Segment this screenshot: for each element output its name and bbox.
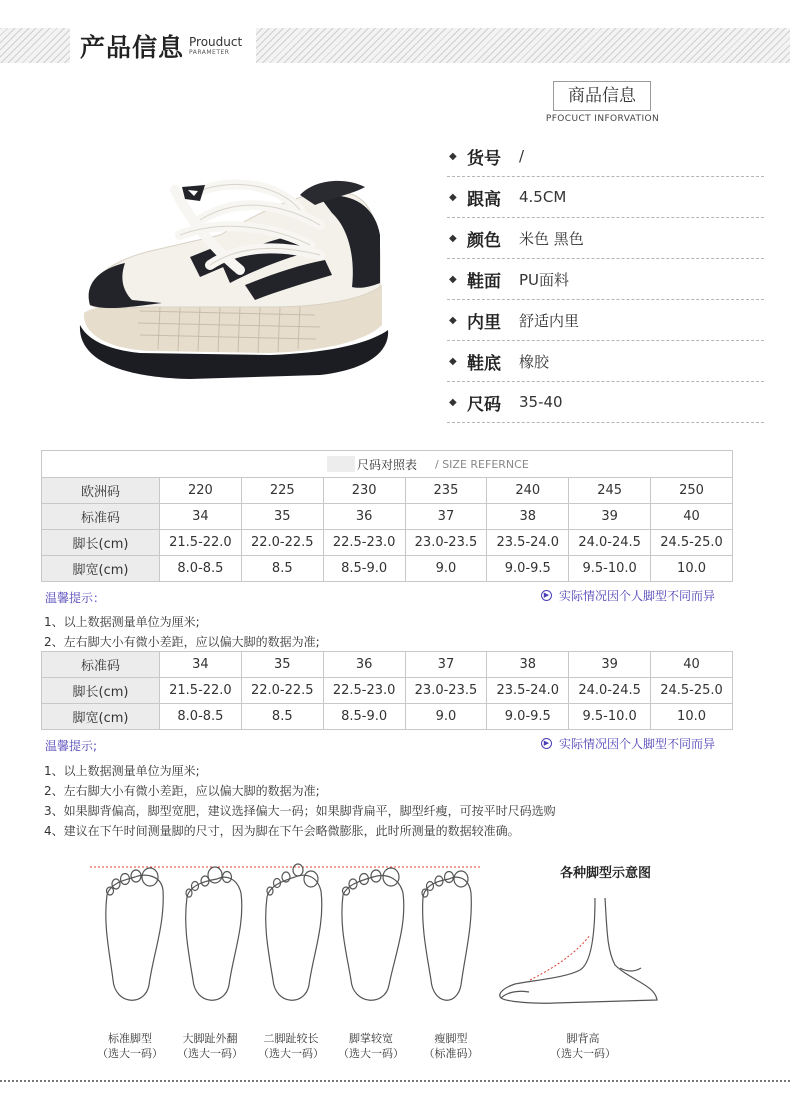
product-info-title: 商品信息 [553,81,651,111]
foot-type-label [170,1031,250,1061]
tips-note [541,735,715,752]
table-cell: 9.0-9.5 [487,704,569,730]
table-cell: 35 [241,504,323,530]
diamond-bullet-icon: ◆ [449,355,457,367]
tips-note-text: 实际情况因个人脚型不同而异 [559,737,716,751]
size-table [41,477,733,582]
foot-type-name: 瘦脚型 [434,1032,468,1045]
table-cell: 35 [241,652,323,678]
info-key: 鞋底 [467,353,501,374]
diamond-bullet-icon: ◆ [449,396,457,408]
table-cell: 9.5-10.0 [569,556,651,582]
size-table-title: 尺码对照表 [327,456,417,473]
row-label: 欧洲码 [42,478,160,504]
tips-line: 1、以上数据测量单位为厘米; [44,764,200,778]
table-cell: 240 [487,478,569,504]
table-cell: 21.5-22.0 [160,678,242,704]
info-row-heel-height [447,177,764,218]
table-cell: 22.0-22.5 [241,530,323,556]
row-label: 脚长(cm) [42,678,160,704]
foot-type-advice: （选大一码） [177,1047,243,1060]
foot-type-advice: （选大一码） [258,1047,324,1060]
tips-line: 2、左右脚大小有微小差距，应以偏大脚的数据为准; [44,784,320,798]
table-cell: 22.0-22.5 [241,678,323,704]
diamond-bullet-icon: ◆ [449,150,457,162]
table-cell: 24.0-24.5 [569,530,651,556]
table-cell: 24.5-25.0 [651,678,733,704]
foot-type-name: 标准脚型 [108,1032,152,1045]
play-circle-icon: ▶ [541,738,552,749]
table-row [42,556,733,582]
foot-type-advice: （选大一码） [97,1047,163,1060]
tips-line: 3、如果脚背偏高，脚型宽肥，建议选择偏大一码；如果脚背扁平，脚型纤瘦，可按平时尺码选购 [44,804,556,818]
info-value: 舒适内里 [519,311,580,330]
diamond-bullet-icon: ◆ [449,191,457,203]
info-key: 跟高 [467,189,501,210]
row-label: 脚宽(cm) [42,704,160,730]
tips-line: 1、以上数据测量单位为厘米; [44,615,200,629]
info-key: 内里 [467,312,501,333]
bottom-divider [0,1080,790,1082]
table-cell: 36 [323,504,405,530]
foot-type-name: 脚掌较宽 [349,1032,393,1045]
header-title-box [70,26,256,66]
foot-types-title: 各种脚型示意图 [560,866,652,881]
header-title: 产品信息 [80,33,185,62]
row-label: 标准码 [42,652,160,678]
foot-type-advice: （标准码） [423,1047,479,1060]
info-row-size [447,382,764,423]
tips-heading: 温馨提示： [45,591,106,605]
info-row-sole [447,341,764,382]
foot-types-illustration [85,855,505,1015]
table-cell: 40 [651,652,733,678]
table-cell: 39 [569,504,651,530]
table-cell: 9.0 [405,704,487,730]
info-value: / [519,147,525,165]
table-cell: 22.5-23.0 [323,678,405,704]
table-cell: 235 [405,478,487,504]
diamond-bullet-icon: ◆ [449,314,457,326]
foot-type-name: 大脚趾外翻 [182,1032,238,1045]
table-row [42,678,733,704]
table-cell: 8.0-8.5 [160,704,242,730]
size-table-title-bar [41,450,733,477]
info-row-color [447,218,764,259]
table-cell: 8.5-9.0 [323,704,405,730]
foot-type-advice: （选大一码） [550,1047,616,1060]
header-subtitle-line-1: Prouduct [189,35,243,49]
table-cell: 8.0-8.5 [160,556,242,582]
foot-type-label [331,1031,411,1061]
tips-heading: 温馨提示; [45,739,98,753]
foot-type-name: 二脚趾较长 [263,1032,319,1045]
table-cell: 230 [323,478,405,504]
table-cell: 8.5 [241,556,323,582]
foot-type-label [90,1031,170,1061]
table-row [42,704,733,730]
table-cell: 24.5-25.0 [651,530,733,556]
table-cell: 24.0-24.5 [569,678,651,704]
table-cell: 250 [651,478,733,504]
foot-type-label [251,1031,331,1061]
play-circle-icon: ▶ [541,590,552,601]
info-value: 橡胶 [519,352,550,371]
table-cell: 23.0-23.5 [405,678,487,704]
row-label: 标准码 [42,504,160,530]
foot-type-name: 脚背高 [566,1032,600,1045]
table-cell: 34 [160,504,242,530]
table-cell: 9.0 [405,556,487,582]
header-subtitle [189,36,242,56]
row-label: 脚长(cm) [42,530,160,556]
product-info-subtitle: PFOCUCT INFORVATION [545,114,660,124]
table-cell: 40 [651,504,733,530]
info-key: 尺码 [467,394,501,415]
table-cell: 38 [487,652,569,678]
info-key: 鞋面 [467,271,501,292]
table-cell: 34 [160,652,242,678]
table-cell: 10.0 [651,704,733,730]
diamond-bullet-icon: ◆ [449,273,457,285]
table-cell: 37 [405,504,487,530]
table-row [42,504,733,530]
table-cell: 37 [405,652,487,678]
info-value: 4.5CM [519,188,567,206]
table-cell: 36 [323,652,405,678]
foot-type-label [543,1031,623,1061]
table-cell: 9.5-10.0 [569,704,651,730]
size-table-secondary [41,651,733,730]
info-value: PU面料 [519,270,570,289]
table-cell: 245 [569,478,651,504]
table-cell: 23.0-23.5 [405,530,487,556]
foot-type-advice: （选大一码） [338,1047,404,1060]
foot-type-label [411,1031,491,1061]
info-row-lining [447,300,764,341]
header-subtitle-line-2: PARAMETER [189,49,230,56]
table-row [42,530,733,556]
table-cell: 220 [160,478,242,504]
row-label: 脚宽(cm) [42,556,160,582]
tips-line: 2、左右脚大小有微小差距，应以偏大脚的数据为准; [44,635,320,649]
shoe-product-image [70,165,400,390]
table-row [42,478,733,504]
table-cell: 22.5-23.0 [323,530,405,556]
info-key: 货号 [467,148,501,169]
table-cell: 225 [241,478,323,504]
info-key: 颜色 [467,230,501,251]
table-cell: 10.0 [651,556,733,582]
table-cell: 23.5-24.0 [487,678,569,704]
table-cell: 21.5-22.0 [160,530,242,556]
table-cell: 39 [569,652,651,678]
table-cell: 38 [487,504,569,530]
size-table-title-en: / SIZE REFERNCE [435,458,529,471]
table-row [42,652,733,678]
tips-note-text: 实际情况因个人脚型不同而异 [559,589,716,603]
table-cell: 8.5 [241,704,323,730]
side-foot-illustration [495,880,670,1020]
info-row-upper [447,259,764,300]
table-cell: 23.5-24.0 [487,530,569,556]
info-value: 35-40 [519,393,563,411]
tips-note [541,587,715,604]
tips-line: 4、建议在下午时间测量脚的尺寸，因为脚在下午会略微膨胀，此时所测量的数据较准确。 [44,824,520,838]
info-value: 米色 黑色 [519,229,584,248]
table-cell: 8.5-9.0 [323,556,405,582]
table-cell: 9.0-9.5 [487,556,569,582]
info-row-item-number [447,136,764,177]
diamond-bullet-icon: ◆ [449,232,457,244]
